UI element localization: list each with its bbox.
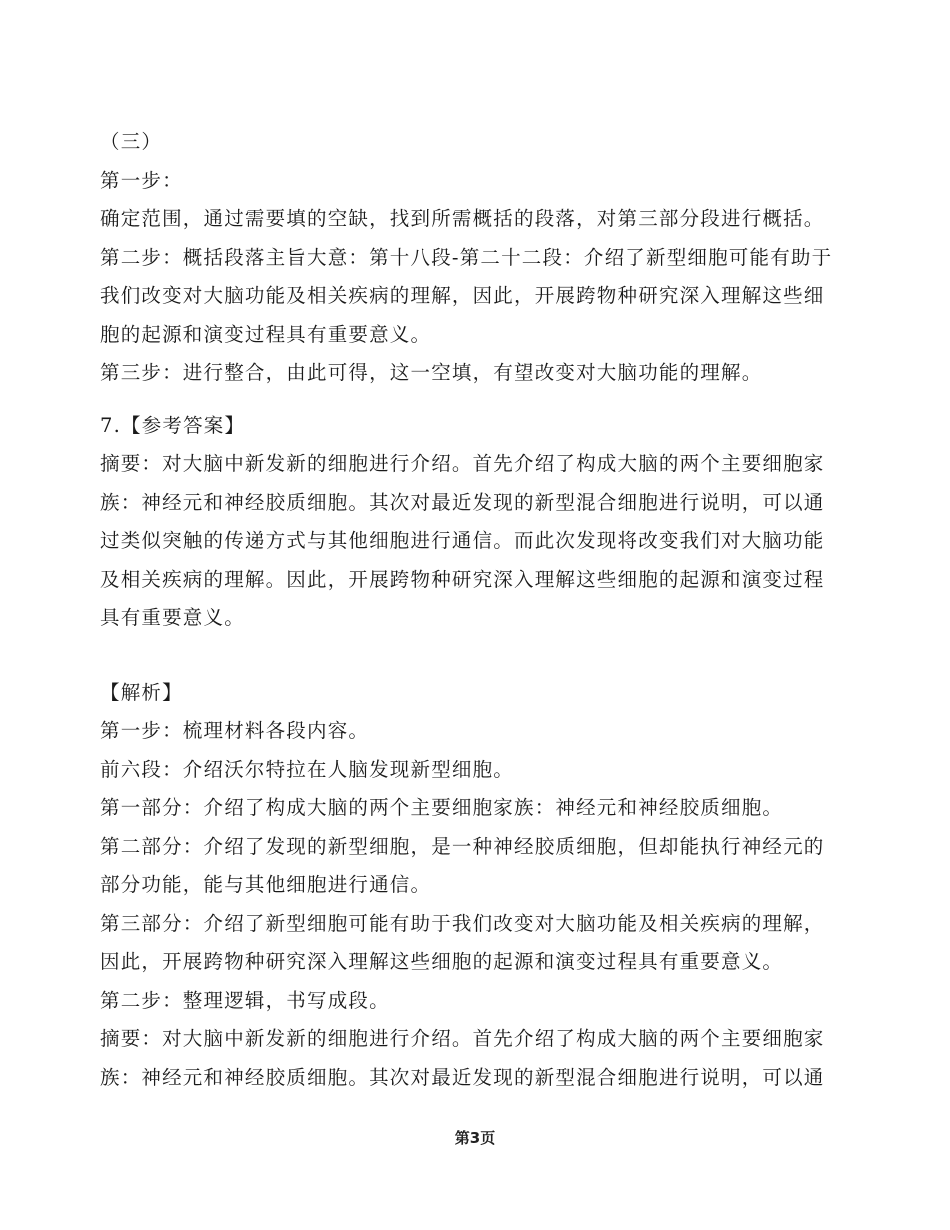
text-line: 第一步：梳理材料各段内容。	[100, 719, 370, 742]
text-line: 胞的起源和演变过程具有重要意义。	[100, 322, 432, 346]
text-line: 因此，开展跨物种研究深入理解这些细胞的起源和演变过程具有重要意义。	[100, 950, 784, 973]
text-line: 我们改变对大脑功能及相关疾病的理解，因此，开展跨物种研究深入理解这些细	[100, 284, 825, 307]
text-line: 族：神经元和神经胶质细胞。其次对最近发现的新型混合细胞进行说明，可以通	[100, 490, 825, 514]
answer-seven	[100, 407, 870, 638]
text-line: 具有重要意义。	[100, 606, 245, 629]
text-line: 摘要：对大脑中新发新的细胞进行介绍。首先介绍了构成大脑的两个主要细胞家	[100, 1027, 825, 1050]
text-line: 确定范围，通过需要填的空缺，找到所需概括的段落，对第三部分段进行概括。	[100, 207, 825, 230]
text-line: 及相关疾病的理解。因此，开展跨物种研究深入理解这些细胞的起源和演变过程	[100, 567, 825, 591]
document-body	[100, 123, 870, 1097]
text-line: 部分功能，能与其他细胞进行通信。	[100, 873, 432, 896]
text-line: 第一步：	[100, 168, 183, 192]
analysis-section	[100, 674, 870, 1098]
text-line: 前六段：介绍沃尔特拉在人脑发现新型细胞。	[100, 757, 515, 781]
text-line: 第二步：整理逻辑，书写成段。	[100, 988, 390, 1012]
text-line: 第二部分：介绍了发现的新型细胞，是一种神经胶质细胞，但却能执行神经元的	[100, 834, 825, 858]
page-number: 第3页	[454, 1129, 496, 1147]
text-line: 摘要：对大脑中新发新的细胞进行介绍。首先介绍了构成大脑的两个主要细胞家	[100, 452, 825, 475]
analysis-heading: 【解析】	[100, 680, 183, 704]
text-line: 族：神经元和神经胶质细胞。其次对最近发现的新型混合细胞进行说明，可以通	[100, 1065, 825, 1089]
text-line: 第二步：概括段落主旨大意：第十八段-第二十二段：介绍了新型细胞可能有助于	[100, 245, 833, 269]
text-line: 第三部分：介绍了新型细胞可能有助于我们改变对大脑功能及相关疾病的理解，	[100, 911, 825, 935]
text-line: 第三步：进行整合，由此可得，这一空填，有望改变对大脑功能的理解。	[100, 361, 763, 384]
text-line: 过类似突触的传递方式与其他细胞进行通信。而此次发现将改变我们对大脑功能	[100, 529, 825, 552]
answer-seven-heading: 7.【参考答案】	[100, 413, 246, 437]
section-three-heading: （三）	[100, 130, 163, 153]
spacer	[100, 638, 870, 674]
spacer	[100, 393, 870, 407]
section-three	[100, 123, 870, 393]
text-line: 第一部分：介绍了构成大脑的两个主要细胞家族：神经元和神经胶质细胞。	[100, 796, 784, 819]
